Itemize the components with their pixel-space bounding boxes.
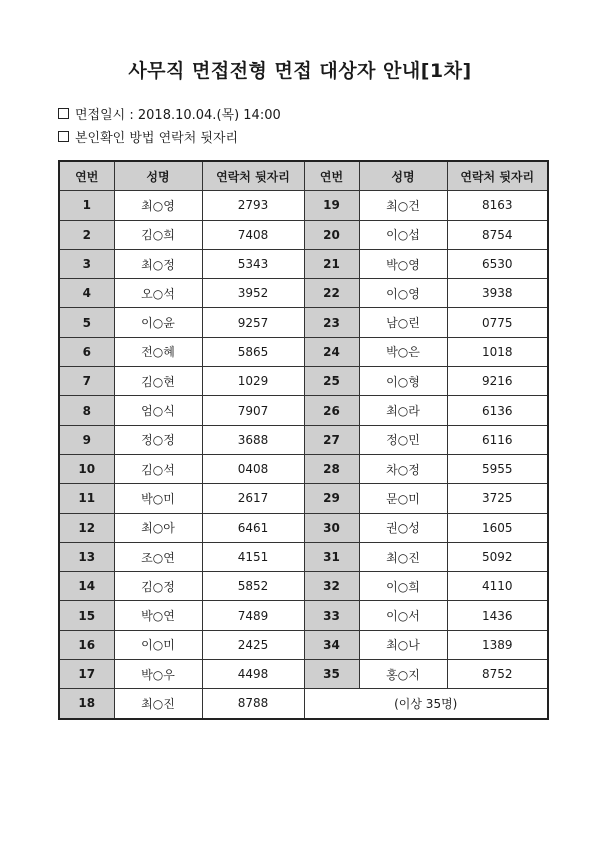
candidate-name: 문○미: [359, 484, 447, 513]
phone-last-digits: 8163: [447, 191, 548, 220]
phone-last-digits: 4498: [202, 660, 304, 689]
phone-last-digits: 2425: [202, 630, 304, 659]
candidate-name: 이○섭: [359, 220, 447, 249]
row-number: 21: [304, 249, 359, 278]
phone-last-digits: 0408: [202, 454, 304, 483]
interview-datetime-text: 면접일시 : 2018.10.04.(목) 14:00: [75, 108, 281, 123]
candidate-name: 박○영: [359, 249, 447, 278]
row-number: 5: [59, 308, 114, 337]
candidate-name: 남○린: [359, 308, 447, 337]
candidate-name: 박○우: [114, 660, 202, 689]
phone-last-digits: 6136: [447, 396, 548, 425]
table-row: [59, 542, 548, 571]
row-number: 15: [59, 601, 114, 630]
row-number: 35: [304, 660, 359, 689]
row-number: 13: [59, 542, 114, 571]
phone-last-digits: 1605: [447, 513, 548, 542]
phone-last-digits: 8788: [202, 689, 304, 719]
row-number: 25: [304, 367, 359, 396]
row-number: 14: [59, 572, 114, 601]
candidate-table: [58, 160, 549, 720]
phone-last-digits: 8752: [447, 660, 548, 689]
candidate-name: 이○형: [359, 367, 447, 396]
phone-last-digits: 6461: [202, 513, 304, 542]
row-number: 27: [304, 425, 359, 454]
checkbox-square-icon: [58, 108, 69, 119]
header-no: 연번: [59, 161, 114, 191]
phone-last-digits: 0775: [447, 308, 548, 337]
phone-last-digits: 3725: [447, 484, 548, 513]
table-row: [59, 513, 548, 542]
phone-last-digits: 3688: [202, 425, 304, 454]
row-number: 28: [304, 454, 359, 483]
candidate-name: 홍○지: [359, 660, 447, 689]
phone-last-digits: 3938: [447, 279, 548, 308]
candidate-name: 권○성: [359, 513, 447, 542]
document-title: 사무직 면접전형 면접 대상자 안내[1차]: [128, 60, 472, 82]
table-row: [59, 220, 548, 249]
table-header-row: [59, 161, 548, 191]
phone-last-digits: 4110: [447, 572, 548, 601]
table-row: [59, 279, 548, 308]
row-number: 10: [59, 454, 114, 483]
candidate-name: 김○희: [114, 220, 202, 249]
phone-last-digits: 5865: [202, 337, 304, 366]
table-row: [59, 308, 548, 337]
table-row: [59, 572, 548, 601]
candidate-name: 전○혜: [114, 337, 202, 366]
candidate-name: 김○석: [114, 454, 202, 483]
row-number: 1: [59, 191, 114, 220]
row-number: 6: [59, 337, 114, 366]
row-number: 30: [304, 513, 359, 542]
phone-last-digits: 1029: [202, 367, 304, 396]
candidate-name: 오○석: [114, 279, 202, 308]
total-count-note: (이상 35명): [304, 689, 548, 719]
phone-last-digits: 7907: [202, 396, 304, 425]
candidate-name: 최○라: [359, 396, 447, 425]
table-row: [59, 630, 548, 659]
row-number: 8: [59, 396, 114, 425]
candidate-name: 김○현: [114, 367, 202, 396]
row-number: 9: [59, 425, 114, 454]
phone-last-digits: 6116: [447, 425, 548, 454]
candidate-name: 김○정: [114, 572, 202, 601]
table-row: [59, 396, 548, 425]
row-number: 29: [304, 484, 359, 513]
candidate-name: 최○영: [114, 191, 202, 220]
row-number: 26: [304, 396, 359, 425]
candidate-name: 이○미: [114, 630, 202, 659]
checkbox-square-icon: [58, 131, 69, 142]
identity-check-method: [58, 127, 238, 146]
row-number: 34: [304, 630, 359, 659]
candidate-name: 차○정: [359, 454, 447, 483]
header-name: 성명: [114, 161, 202, 191]
candidate-name: 박○은: [359, 337, 447, 366]
candidate-name: 이○희: [359, 572, 447, 601]
candidate-name: 조○연: [114, 542, 202, 571]
candidate-name: 박○미: [114, 484, 202, 513]
row-number: 2: [59, 220, 114, 249]
interview-datetime: [58, 104, 281, 123]
candidate-rows: [59, 191, 548, 719]
row-number: 20: [304, 220, 359, 249]
row-number: 4: [59, 279, 114, 308]
phone-last-digits: 1389: [447, 630, 548, 659]
header-phone: 연락처 뒷자리: [447, 161, 548, 191]
candidate-name: 최○나: [359, 630, 447, 659]
row-number: 18: [59, 689, 114, 719]
table-row: [59, 191, 548, 220]
phone-last-digits: 2617: [202, 484, 304, 513]
phone-last-digits: 6530: [447, 249, 548, 278]
phone-last-digits: 7489: [202, 601, 304, 630]
candidate-name: 정○정: [114, 425, 202, 454]
row-number: 12: [59, 513, 114, 542]
row-number: 22: [304, 279, 359, 308]
row-number: 33: [304, 601, 359, 630]
candidate-name: 이○영: [359, 279, 447, 308]
phone-last-digits: 3952: [202, 279, 304, 308]
phone-last-digits: 2793: [202, 191, 304, 220]
table-row: [59, 484, 548, 513]
row-number: 31: [304, 542, 359, 571]
phone-last-digits: 5092: [447, 542, 548, 571]
candidate-name: 최○진: [114, 689, 202, 719]
row-number: 11: [59, 484, 114, 513]
phone-last-digits: 8754: [447, 220, 548, 249]
row-number: 19: [304, 191, 359, 220]
table-row: [59, 367, 548, 396]
row-number: 3: [59, 249, 114, 278]
candidate-name: 최○정: [114, 249, 202, 278]
row-number: 17: [59, 660, 114, 689]
header-name: 성명: [359, 161, 447, 191]
table-row: [59, 660, 548, 689]
row-number: 7: [59, 367, 114, 396]
phone-last-digits: 4151: [202, 542, 304, 571]
candidate-name: 이○서: [359, 601, 447, 630]
row-number: 24: [304, 337, 359, 366]
header-no: 연번: [304, 161, 359, 191]
candidate-name: 박○연: [114, 601, 202, 630]
table-row: [59, 689, 548, 719]
phone-last-digits: 5343: [202, 249, 304, 278]
candidate-name: 최○진: [359, 542, 447, 571]
row-number: 32: [304, 572, 359, 601]
phone-last-digits: 7408: [202, 220, 304, 249]
candidate-name: 최○건: [359, 191, 447, 220]
candidate-name: 이○윤: [114, 308, 202, 337]
table-row: [59, 601, 548, 630]
phone-last-digits: 1436: [447, 601, 548, 630]
candidate-name: 엄○식: [114, 396, 202, 425]
row-number: 23: [304, 308, 359, 337]
table-row: [59, 337, 548, 366]
identity-check-method-text: 본인확인 방법 연락처 뒷자리: [75, 131, 239, 146]
phone-last-digits: 9216: [447, 367, 548, 396]
candidate-name: 정○민: [359, 425, 447, 454]
candidate-name: 최○아: [114, 513, 202, 542]
phone-last-digits: 9257: [202, 308, 304, 337]
phone-last-digits: 5955: [447, 454, 548, 483]
phone-last-digits: 1018: [447, 337, 548, 366]
row-number: 16: [59, 630, 114, 659]
table-row: [59, 249, 548, 278]
phone-last-digits: 5852: [202, 572, 304, 601]
header-phone: 연락처 뒷자리: [202, 161, 304, 191]
table-row: [59, 425, 548, 454]
table-row: [59, 454, 548, 483]
